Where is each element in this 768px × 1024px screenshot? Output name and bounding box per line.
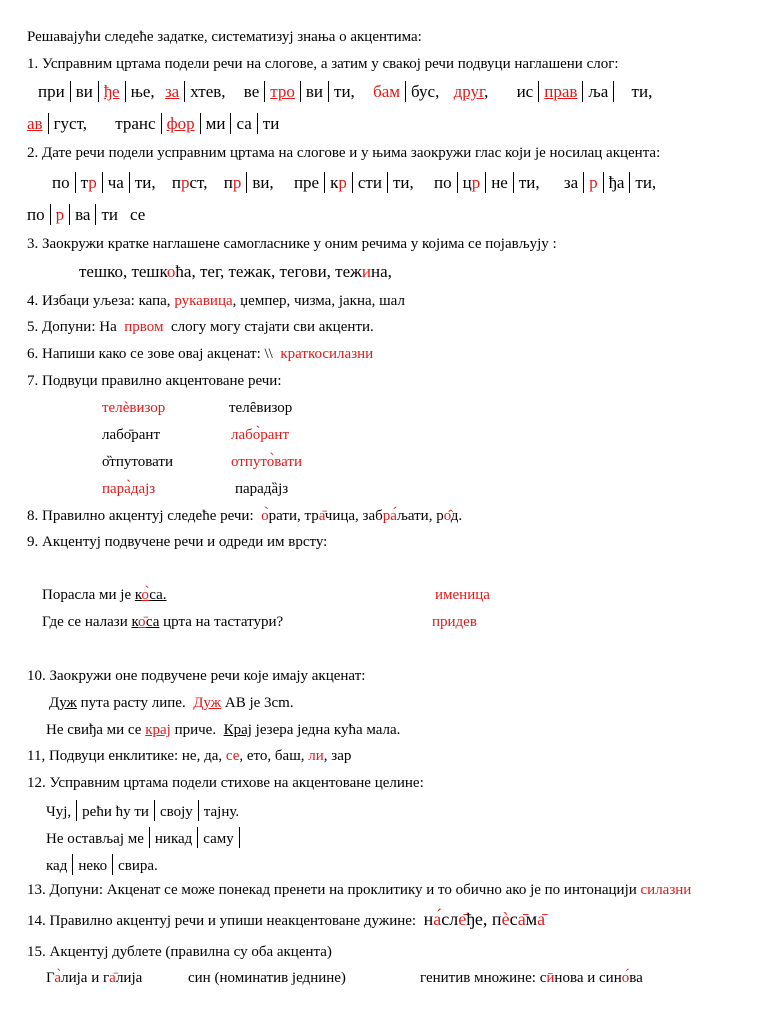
q12-line1: Чуј, рећи ћу ти своју тајну.	[46, 800, 239, 821]
q7-row4-left: пара̀дајз	[102, 481, 156, 497]
q11-line: 11, Подвуци енклитике: не, да, се, ето, баш, ли, зар	[27, 748, 352, 764]
q9-prompt: 9. Акцентуј подвучене речи и одреди им врсту:	[27, 534, 328, 550]
q7-row3-right: отпуто̀вати	[231, 454, 302, 470]
q15-genitiv: генитив множине: сӣнова и сино́ва	[420, 970, 643, 986]
q15-sin: син (номинатив једнине)	[188, 970, 346, 986]
q1-prompt: 1. Усправним цртама подели речи на слогове, а затим у свакој речи подвуци наглашени слог:	[27, 56, 619, 72]
q12-line3: кад неко свира.	[46, 854, 158, 875]
q2-row2: по р ва ти се	[27, 205, 146, 224]
q1-row2: ав густ, транс фор ми са ти	[27, 114, 280, 133]
q7-row2-left: лабо̄рант	[102, 427, 161, 443]
q7-prompt: 7. Подвуци правилно акцентоване речи:	[27, 373, 282, 389]
q7-row2-right: лабо̀рант	[231, 427, 290, 443]
q10-line2: Не свиђа ми се крај приче. Крај језера једна кућа мала.	[46, 722, 401, 738]
q7-row1-left: телѐвизор	[102, 400, 166, 416]
q3-words: тешко, тешкоћа, тег, тежак, тегови, тежина,	[79, 262, 392, 281]
q7-row3-left: о̏тпутовати	[102, 454, 173, 470]
q12-prompt: 12. Усправним цртама подели стихове на акцентоване целине:	[27, 775, 424, 791]
q2-prompt: 2. Дате речи подели усправним цртама на слогове и у њима заокружи глас који је носилац акцента:	[27, 145, 661, 161]
q4-line: 4. Избаци уљеза: капа, рукавица, џемпер, чизма, јакна, шал	[27, 293, 405, 309]
q7-row4-right: парадȁјз	[235, 481, 289, 497]
q13-line: 13. Допуни: Акценат се може понекад пренети на проклитику и то обично ако је по интонацији силазни	[27, 882, 692, 898]
q8-line: 8. Правилно акцентуј следеће речи: о̀рати, тра̄чица, забра́љати, ро̂д.	[27, 508, 463, 524]
q14-line: 14. Правилно акцентуј речи и упиши неакцентоване дужине: на́сле̄ђе, пѐса̄ма̄	[27, 909, 546, 929]
q15-prompt: 15. Акцентуј дублете (правилна су оба акцента)	[27, 944, 332, 960]
q10-prompt: 10. Заокружи оне подвучене речи које имају акценат:	[27, 668, 366, 684]
q15-galija: Га̀лија и га̄лија	[46, 970, 143, 986]
q9-answer2: придев	[432, 614, 477, 630]
q6-line: 6. Напиши како се зове овај акценат: \\ краткосилазни	[27, 346, 374, 362]
q3-prompt: 3. Заокружи кратке наглашене самогласнике у оним речима у којима се појављују :	[27, 236, 557, 252]
q7-row1-right: телȇвизор	[229, 400, 293, 416]
q9-sentence2: Где се налази ко̄са црта на тастатури?	[42, 614, 284, 630]
q2-row1: по тр ча ти, прст, пр ви, пре кр сти ти, по цр не ти, за р ђа ти,	[52, 173, 657, 192]
q9-answer1: именица	[435, 587, 490, 603]
q10-line1: Дуж пута расту липе. Дуж АВ је 3cm.	[49, 695, 294, 711]
q1-row1: при ви ђе ње, за хтев, ве тро ви ти, бам бус, друг, ис прав ља ти,	[38, 82, 653, 101]
q9-sentence1: Порасла ми је ко̀са.	[42, 587, 167, 603]
q12-line2: Не остављај ме никад саму	[46, 827, 245, 848]
intro-text: Решавајући следеће задатке, систематизуј знања о акцентима:	[27, 29, 422, 45]
q5-line: 5. Допуни: На првом слогу могу стајати сви акценти.	[27, 319, 374, 335]
